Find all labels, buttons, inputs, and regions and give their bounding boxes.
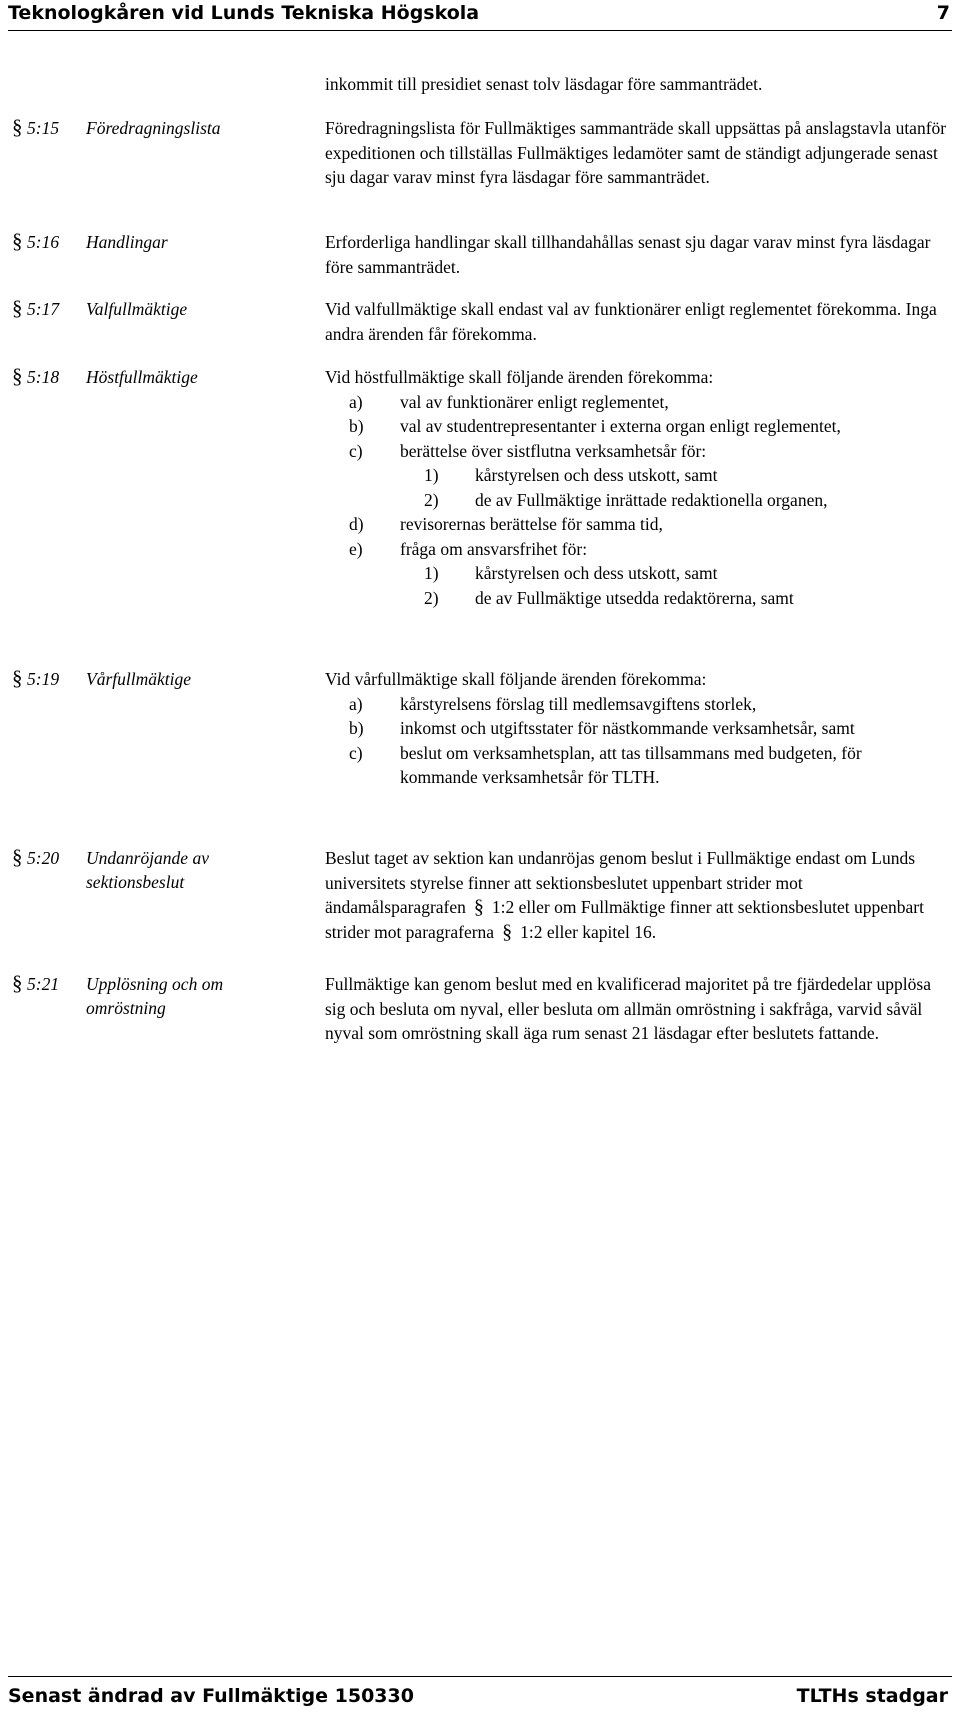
section-number: 5:15 xyxy=(27,118,60,138)
list-item xyxy=(325,716,870,741)
section-intro: Vid vårfullmäktige skall följande ärenden förekomma: xyxy=(325,669,707,689)
list-text: kårstyrelsen och dess utskott, samt xyxy=(475,563,718,583)
section-paragraph: Fullmäktige kan genom beslut med en kvalificerad majoritet på tre fjärdedelar upplösa sig och besluta om nyval, eller besluta om allmän omröstning i sakfråga, varvid såväl nyval som omröstning skall äga rum senast 21 läsdagar efter beslutets fattande. xyxy=(325,974,931,1043)
section-body xyxy=(325,116,951,190)
section-title: Undanröjande av sektionsbeslut xyxy=(86,848,209,892)
list-marker: b) xyxy=(349,416,364,436)
paragraph-text: Beslut taget av sektion kan undanröjas genom beslut i Fullmäktige endast om Lunds universitets styrelse finner att sektionsbeslutet uppenbart strider mot ändamålsparagrafen xyxy=(325,848,916,917)
section-title: Upplösning och om omröstning xyxy=(86,974,224,1018)
list-text: revisorernas berättelse för samma tid, xyxy=(400,514,663,534)
section-title: Föredragningslista xyxy=(86,118,221,138)
section-body xyxy=(325,297,951,346)
list-text: beslut om verksamhetsplan, att tas tillsammans med budgeten, för kommande verksamhetsår för TLTH. xyxy=(400,742,862,787)
list-marker: a) xyxy=(349,391,363,412)
list-text: fråga om ansvarsfrihet för: xyxy=(400,538,588,559)
section-mark: § xyxy=(12,115,23,139)
list-item xyxy=(325,537,951,562)
list-text: val av studentrepresentanter i externa organ enligt reglementet, xyxy=(400,416,841,436)
section-paragraph: Föredragningslista för Fullmäktiges sammanträde skall uppsättas på anslagstavla utanför expeditionen och tillställas Fullmäktiges ledamöter samt de ständigt adjungerade senast sju dagar varav minst fyra läsdagar före sammanträdet. xyxy=(325,118,947,187)
section-body xyxy=(325,667,951,790)
section-title: Valfullmäktige xyxy=(86,299,188,319)
section-title: Handlingar xyxy=(86,232,168,252)
section-mark: § xyxy=(12,666,23,690)
list-item xyxy=(325,439,951,464)
section-number: 5:21 xyxy=(27,974,60,994)
section-number: 5:18 xyxy=(27,367,60,387)
section-body xyxy=(325,846,951,944)
paragraph-text: 1:2 eller kapitel 16. xyxy=(520,921,657,942)
page-number: 7 xyxy=(936,2,950,24)
list-marker: a) xyxy=(349,693,363,714)
section-mark: § xyxy=(12,971,23,995)
list-subitem xyxy=(325,586,951,611)
list-marker: d) xyxy=(349,514,364,534)
list-text: inkomst och utgiftsstater för nästkommande verksamhetsår, samt xyxy=(400,718,855,738)
list-text: berättelse över sistflutna verksamhetsår för: xyxy=(400,440,707,461)
section-mark: § xyxy=(473,896,484,918)
page-header xyxy=(8,0,952,31)
list-text: kårstyrelsen och dess utskott, samt xyxy=(475,465,718,485)
list-item xyxy=(325,741,870,790)
section-mark: § xyxy=(502,920,513,943)
list-marker: c) xyxy=(349,440,363,461)
section-mark: § xyxy=(12,296,23,320)
section-title: Höstfullmäktige xyxy=(86,367,198,387)
list-subitem xyxy=(325,488,951,513)
continued-text: inkommit till presidiet senast tolv läsdagar före sammanträdet. xyxy=(325,74,763,94)
list-marker: e) xyxy=(349,538,363,559)
section-number: 5:16 xyxy=(27,232,60,252)
section-body xyxy=(325,230,951,279)
page-footer xyxy=(8,1676,952,1715)
list-item xyxy=(325,512,951,537)
list-item xyxy=(325,414,951,439)
list-subitem xyxy=(325,561,951,586)
list-text: de av Fullmäktige inrättade redaktionella organen, xyxy=(475,489,828,510)
list-item xyxy=(325,390,951,415)
list-marker: 1) xyxy=(424,563,439,583)
section-body xyxy=(325,365,951,610)
paragraph-text: 1:2 eller om Fullmäktige finner att sektionsbeslutet uppenbart strider mot paragraferna xyxy=(325,897,924,942)
section-paragraph: Vid valfullmäktige skall endast val av funktionärer enligt reglementet förekomma. Inga andra ärenden får förekomma. xyxy=(325,299,937,344)
section-paragraph: Erforderliga handlingar skall tillhandahållas senast sju dagar varav minst fyra läsdagar före sammanträdet. xyxy=(325,232,931,277)
list-marker: 2) xyxy=(424,587,439,608)
list-text: kårstyrelsens förslag till medlemsavgiftens storlek, xyxy=(400,693,757,714)
list-text: de av Fullmäktige utsedda redaktörerna, samt xyxy=(475,587,794,608)
section-mark: § xyxy=(12,229,23,253)
section-mark: § xyxy=(12,364,23,388)
footer-revision-note: Senast ändrad av Fullmäktige 150330 xyxy=(8,1685,414,1707)
footer-document-name: TLTHs stadgar xyxy=(796,1685,948,1707)
section-mark: § xyxy=(12,845,23,869)
section-intro: Vid höstfullmäktige skall följande ärenden förekomma: xyxy=(325,367,714,387)
section-number: 5:19 xyxy=(27,669,60,689)
section-number: 5:17 xyxy=(27,299,60,319)
list-marker: b) xyxy=(349,718,364,738)
list-marker: 2) xyxy=(424,489,439,510)
section-body xyxy=(325,972,951,1046)
document-title: Teknologkåren vid Lunds Tekniska Högskola xyxy=(8,2,480,24)
section-paragraph xyxy=(325,846,951,944)
section-title: Vårfullmäktige xyxy=(86,669,191,689)
section-number: 5:20 xyxy=(27,848,60,868)
list-item xyxy=(325,692,870,717)
list-subitem xyxy=(325,463,951,488)
list-text: val av funktionärer enligt reglementet, xyxy=(400,391,669,412)
list-marker: c) xyxy=(349,742,363,763)
list-marker: 1) xyxy=(424,465,439,485)
